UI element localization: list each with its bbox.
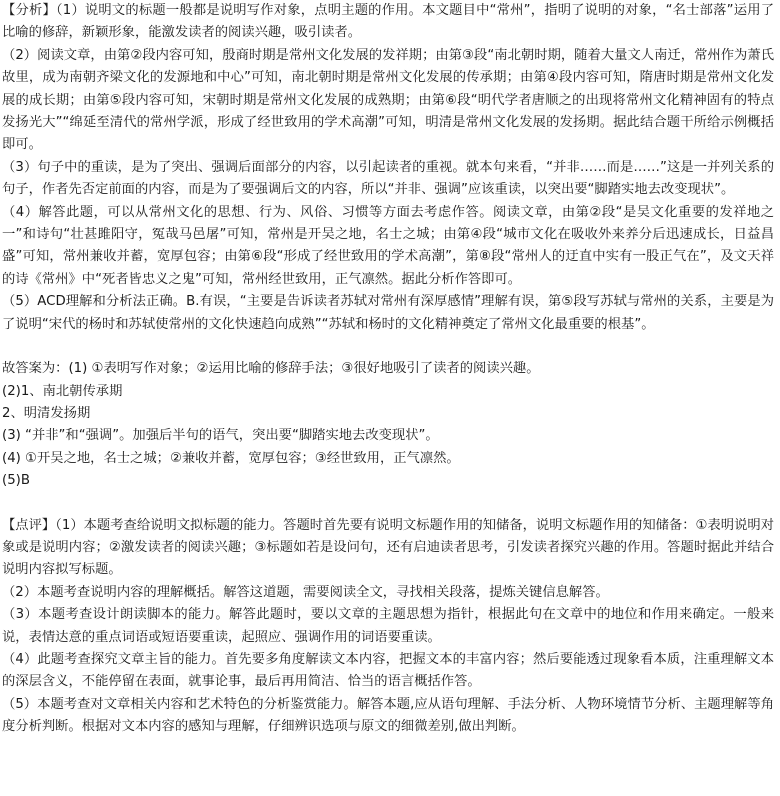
analysis-section [2,0,774,336]
comment-paragraph-1: 【点评】（1）本题考查给说明文拟标题的能力。答题时首先要有说明文标题作用的知储备，说明文标题作用的知储备：①表明说明对象或是说明内容；②激发读者的阅读兴趣；③标题如若是设问句，还有启迪读者思考，引发读者探究兴趣的作用。答题时据此并结合说明内容拟写标题。 [2,517,774,578]
analysis-paragraph-5: （5）ACD理解和分析法正确。B.有误，“主要是告诉读者苏轼对常州有深厚感情”理解有误，第⑤段写苏轼与常州的关系，主要是为了说明“宋代的杨时和苏轼使常州的文化快速趋向成熟”“苏轼和杨时的文化精神奠定了常州文化最重要的根基”。 [2,294,774,332]
analysis-paragraph-2: （2）阅读文章，由第②段内容可知，殷商时期是常州文化发展的发祥期；由第③段“南北朝时期，随着大量文人南迁，常州作为萧氏故里，成为南朝齐梁文化的发源地和中心”可知，南北朝时期是常州文化发展的传承期；由第④段内容可知，隋唐时期是常州文化发展的成长期；由第⑤段内容可知，宋朝时期是常州文化发展的成熟期；由第⑥段“明代学者唐顺之的出现将常州文化精神固有的特点发扬光大”“绵延至清代的常州学派，形成了经世致用的学术高潮”可知，明清是常州文化发展的发扬期。据此结合题干所给示例概括即可。 [2,47,774,153]
spacer [2,493,774,515]
comment-paragraph-3: （3）本题考查设计朗读脚本的能力。解答此题时，要以文章的主题思想为指针，根据此句在文章中的地位和作用来确定。一般来说，表情达意的重点词语或短语要重读，起照应、强调作用的词语要重读。 [2,607,774,645]
comment-section [2,515,774,739]
comment-paragraph-2: （2）本题考查说明内容的理解概括。解答这道题，需要阅读全文，寻找相关段落，提炼关键信息解答。 [2,584,609,600]
answer-line-6: (5)B [2,473,30,489]
spacer [2,336,774,358]
comment-paragraph-4: （4）此题考查探究文章主旨的能力。首先要多角度解读文本内容，把握文本的丰富内容；然后要能透过现象看本质，注重理解文本的深层含义，不能停留在表面，就事论事，最后再用简洁、恰当的语言概括作答。 [2,651,774,690]
answer-line-1: 故答案为：(1) ①表明写作对象；②运用比喻的修辞手法；③很好地吸引了读者的阅读兴趣。 [2,361,540,377]
answer-line-2: (2)1、南北朝传承期 [2,383,123,399]
answer-section [2,358,774,492]
analysis-paragraph-3: （3）句子中的重读，是为了突出、强调后面部分的内容，以引起读者的重视。就本句来看，“并非……而是……”这是一并列关系的句子，作者先否定前面的内容，而是为了要强调后文的内容，所以“并非、强调”应该重读，以突出要“脚踏实地去改变现状”。 [2,159,774,198]
answer-line-3: 2、明清发扬期 [2,405,91,421]
comment-paragraph-5: （5）本题考查对文章相关内容和艺术特色的分析鉴赏能力。解答本题,应从语句理解、手法分析、人物环境情节分析、主题理解等角度分析判断。根据对文本内容的感知与理解，仔细辨识选项与原文的细微差别,做出判断。 [2,696,774,735]
answer-line-5: (4) ①开吴之地，名士之城；②兼收并蓄，宽厚包容；③经世致用，正气凛然。 [2,450,460,466]
analysis-paragraph-1: 【分析】（1）说明文的标题一般都是说明写作对象，点明主题的作用。本文题目中“常州”，指明了说明的对象，“名士部落”运用了比喻的修辞，新颖形象，能激发读者的阅读兴趣，吸引读者。 [2,3,774,41]
answer-line-4: (3) “并非”和“强调”。加强后半句的语气，突出要“脚踏实地去改变现状”。 [2,428,439,444]
analysis-paragraph-4: （4）解答此题，可以从常州文化的思想、行为、风俗、习惯等方面去考虑作答。阅读文章，由第②段“是吴文化重要的发祥地之一”和诗句“壮甚雎阳守，冤哉马邑屠”可知，常州是开吴之地，名士之城；由第④段“城市文化在吸收外来养分后迅速成长，日益昌盛”可知，常州兼收并蓄，宽厚包容；由第⑥段“形成了经世致用的学术高潮”，第⑧段“常州人的迂直中实有一股正气在”，及文天祥的诗《常州》中“死者皆忠义之鬼”可知，常州经世致用，正气凛然。据此分析作答即可。 [2,204,774,287]
